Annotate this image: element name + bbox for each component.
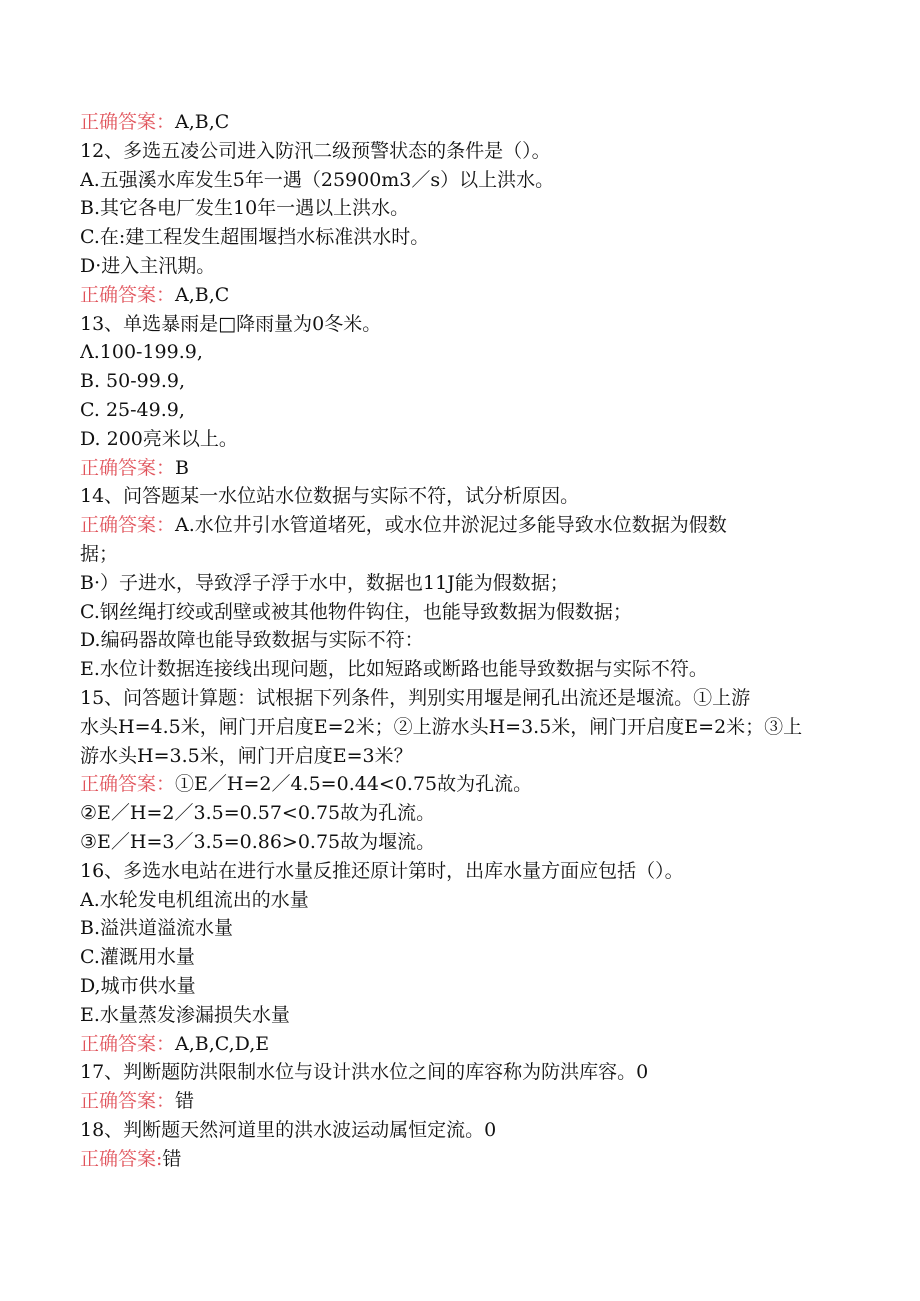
answer-label: 正确答案： [80, 111, 176, 133]
text-line: 16、多选水电站在进行水量反推还原计第时，出库水量方面应包括（）。 [80, 859, 684, 882]
answer-line [80, 281, 850, 310]
text-line: 12、多选五凌公司进入防汛二级预警状态的条件是（）。 [80, 139, 551, 162]
text-line: B.溢洪道溢流水量 [80, 917, 234, 940]
answer-label: 正确答案： [80, 283, 176, 306]
answer-value: A,B,C [175, 283, 230, 306]
text-line: E.水位计数据连接线出现问题，比如短路或断路也能导致数据与实际不符。 [80, 658, 708, 681]
text-line: B. 50-99.9, [80, 370, 185, 393]
text-line: D,城市供水量 [80, 974, 196, 997]
answer-label: 正确答案： [80, 456, 176, 479]
answer-value: ①E／H=2／4.5=0.44<0.75故为孔流。 [175, 773, 533, 796]
answer-line [80, 770, 850, 799]
text-line: C. 25-49.9, [80, 398, 185, 421]
text-line: ③E／H=3／3.5=0.86>0.75故为堰流。 [80, 830, 436, 853]
answer-line [80, 1030, 850, 1059]
text-line: 17、判断题防洪限制水位与设计洪水位之间的库容称为防洪库容。0 [80, 1061, 649, 1084]
text-line: D. 200亮米以上。 [80, 427, 238, 450]
text-line: Λ.100-199.9, [80, 341, 203, 364]
answer-label: 正确答案: [80, 1147, 163, 1170]
text-line: 18、判断题天然河道里的洪水波运动属恒定流。0 [80, 1118, 497, 1141]
answer-line [80, 511, 850, 540]
answer-value: 错 [175, 1090, 195, 1113]
text-line: D·进入主汛期。 [80, 254, 216, 277]
text-line: A.五强溪水库发生5年一遇（25900m3／s）以上洪水。 [80, 168, 555, 191]
answer-line [80, 1087, 850, 1116]
text-line: B.其它各电厂发生10年一遇以上洪水。 [80, 197, 410, 220]
text-line: C.灌溉用水量 [80, 946, 195, 969]
answer-label: 正确答案： [80, 1090, 176, 1113]
answer-label: 正确答案： [80, 514, 176, 537]
text-line: C.钢丝绳打绞或刮壁或被其他物件钩住，也能导致数据为假数据； [80, 600, 632, 623]
text-line: A.水轮发电机组流出的水量 [80, 888, 309, 911]
text-line: 14、问答题某一水位站水位数据与实际不符，试分析原因。 [80, 485, 580, 508]
text-line: D.编码器故障也能导致数据与实际不符： [80, 629, 424, 652]
answer-value: 错 [162, 1147, 182, 1170]
answer-value: B [175, 456, 189, 479]
answer-line [80, 108, 850, 137]
answer-line [80, 1145, 850, 1174]
text-line: 游水头H=3.5米，闸门开启度E=3米？ [80, 744, 413, 767]
text-line: 水头H=4.5米，闸门开启度E=2米；②上游水头H=3.5米，闸门开启度E=2米；③上 [80, 715, 803, 738]
text-line: ②E／H=2／3.5=0.57<0.75故为孔流。 [80, 802, 436, 825]
text-line: C.在:建工程发生超围堰挡水标准洪水时。 [80, 226, 430, 249]
answer-label: 正确答案： [80, 773, 176, 796]
answer-line [80, 454, 850, 483]
question-list [80, 108, 850, 1173]
text-line: E.水量蒸发渗漏损失水量 [80, 1003, 290, 1026]
text-line: B·）子进水，导致浮子浮于水中，数据也11J能为假数据； [80, 571, 569, 594]
answer-value: A.水位井引水管道堵死，或水位井淤泥过多能导致水位数据为假数 [175, 514, 727, 537]
answer-value: A,B,C,D,E [175, 1032, 270, 1055]
answer-label: 正确答案： [80, 1032, 176, 1055]
text-line: 据； [80, 542, 119, 565]
text-line: 15、问答题计算题：试根据下列条件，判别实用堰是闸孔出流还是堰流。①上游 [80, 686, 751, 709]
answer-value: A,B,C [175, 111, 230, 133]
text-line: 13、单选暴雨是□降雨量为0冬米。 [80, 312, 382, 335]
